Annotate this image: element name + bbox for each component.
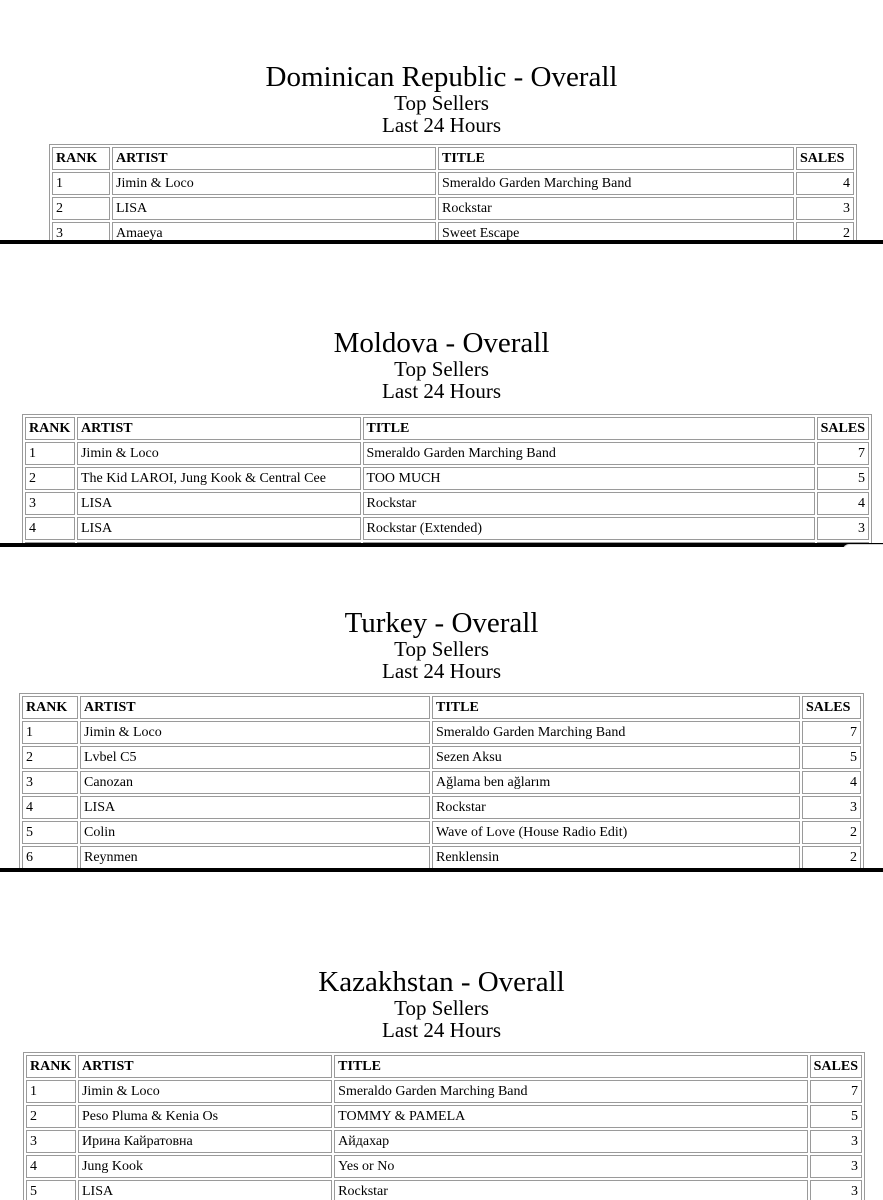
sales-cell: 5: [810, 1105, 862, 1128]
rank-cell: 1: [22, 721, 78, 744]
table-header-row: [25, 417, 869, 440]
title-cell: Айдахар: [334, 1130, 807, 1153]
chart-period: Last 24 Hours: [382, 113, 501, 138]
rank-cell: 3: [25, 492, 75, 515]
table-row: [52, 172, 854, 195]
rank-cell: 5: [22, 821, 78, 844]
rank-cell: 5: [26, 1180, 76, 1200]
sales-cell: 3: [817, 517, 869, 540]
sales-cell: 5: [817, 467, 869, 490]
rank-header: RANK: [52, 147, 110, 170]
title-cell: Ağlama ben ağlarım: [432, 771, 800, 794]
sales-cell: 7: [802, 721, 861, 744]
table-row: [26, 1155, 862, 1178]
rank-cell: 2: [52, 197, 110, 220]
rank-cell: 4: [22, 796, 78, 819]
title-header: TITLE: [363, 417, 815, 440]
artist-cell: LISA: [77, 517, 361, 540]
title-cell: Smeraldo Garden Marching Band: [334, 1080, 807, 1103]
table-header-row: [26, 1055, 862, 1078]
sales-table: [19, 693, 864, 868]
rank-header: RANK: [25, 417, 75, 440]
table-row: [25, 492, 869, 515]
title-cell: TOMMY & PAMELA: [334, 1105, 807, 1128]
rank-cell: 2: [26, 1105, 76, 1128]
artist-cell: Lvbel C5: [80, 746, 430, 769]
table-row: [26, 1080, 862, 1103]
table-row: [26, 1105, 862, 1128]
sales-table: [49, 144, 857, 240]
chart-title: Kazakhstan - Overall: [318, 966, 565, 998]
artist-cell: Colin: [80, 821, 430, 844]
artist-header: ARTIST: [78, 1055, 332, 1078]
sales-table: [23, 1052, 865, 1200]
title-cell: Renklensin: [432, 846, 800, 868]
artist-cell: The Kid LAROI, Jung Kook & Central Cee: [77, 467, 361, 490]
sales-header: SALES: [810, 1055, 862, 1078]
title-cell: Rockstar: [438, 197, 794, 220]
title-cell: Rockstar (Extended): [363, 517, 815, 540]
sales-header: SALES: [802, 696, 861, 719]
title-header: TITLE: [438, 147, 794, 170]
title-cell: Rockstar: [334, 1180, 807, 1200]
rank-header: RANK: [22, 696, 78, 719]
sales-cell: 4: [802, 771, 861, 794]
artist-cell: LISA: [77, 492, 361, 515]
chart-period: Last 24 Hours: [382, 1018, 501, 1043]
sales-cell: 2: [796, 222, 854, 240]
table-row: [22, 746, 861, 769]
table-row: [52, 222, 854, 240]
title-cell: TOO MUCH: [363, 467, 815, 490]
table-row: [22, 721, 861, 744]
table-row: [22, 771, 861, 794]
chart-subtitle: Top Sellers: [394, 357, 489, 382]
title-header: TITLE: [432, 696, 800, 719]
artist-header: ARTIST: [80, 696, 430, 719]
chart-panel-turkey: [0, 547, 883, 868]
artist-cell: LISA: [112, 197, 436, 220]
rank-cell: 4: [25, 517, 75, 540]
sales-cell: 4: [817, 492, 869, 515]
chart-subtitle: Top Sellers: [394, 637, 489, 662]
title-cell: Rockstar: [363, 492, 815, 515]
rank-cell: 1: [26, 1080, 76, 1103]
table-header-row: [52, 147, 854, 170]
table-row: [25, 442, 869, 465]
table-row: [26, 1130, 862, 1153]
rank-cell: 2: [25, 467, 75, 490]
rank-cell: 3: [52, 222, 110, 240]
sales-cell: 2: [802, 821, 861, 844]
artist-header: ARTIST: [112, 147, 436, 170]
artist-cell: Ирина Кайратовна: [78, 1130, 332, 1153]
table-row: [25, 517, 869, 540]
rank-cell: 1: [25, 442, 75, 465]
sales-cell: 5: [802, 746, 861, 769]
title-cell: Sezen Aksu: [432, 746, 800, 769]
table-row: [22, 846, 861, 868]
table-header-row: [22, 696, 861, 719]
artist-cell: Jung Kook: [78, 1155, 332, 1178]
table-row: [25, 467, 869, 490]
sales-cell: 3: [810, 1130, 862, 1153]
chart-title: Moldova - Overall: [333, 327, 550, 359]
rank-cell: 1: [52, 172, 110, 195]
artist-cell: Amaeya: [112, 222, 436, 240]
artist-cell: Jimin & Loco: [112, 172, 436, 195]
table-row: [26, 1180, 862, 1200]
chart-title: Turkey - Overall: [344, 607, 539, 639]
artist-cell: Canozan: [80, 771, 430, 794]
chart-panel-dominican-republic: [0, 0, 883, 240]
artist-header: ARTIST: [77, 417, 361, 440]
sales-cell: 4: [796, 172, 854, 195]
rank-cell: 3: [26, 1130, 76, 1153]
sales-cell: 3: [810, 1180, 862, 1200]
title-cell: Smeraldo Garden Marching Band: [432, 721, 800, 744]
chart-period: Last 24 Hours: [382, 659, 501, 684]
rank-cell: 4: [26, 1155, 76, 1178]
rank-header: RANK: [26, 1055, 76, 1078]
table-row: [52, 197, 854, 220]
title-cell: Smeraldo Garden Marching Band: [363, 442, 815, 465]
rank-cell: 6: [22, 846, 78, 868]
sales-cell: 7: [817, 442, 869, 465]
sales-header: SALES: [796, 147, 854, 170]
chart-subtitle: Top Sellers: [394, 996, 489, 1021]
title-cell: Smeraldo Garden Marching Band: [438, 172, 794, 195]
artist-cell: Reynmen: [80, 846, 430, 868]
title-cell: Yes or No: [334, 1155, 807, 1178]
artist-cell: LISA: [80, 796, 430, 819]
chart-title: Dominican Republic - Overall: [265, 61, 618, 93]
chart-period: Last 24 Hours: [382, 379, 501, 404]
chart-panel-kazakhstan: [0, 872, 883, 1200]
artist-cell: LISA: [78, 1180, 332, 1200]
sales-cell: 7: [810, 1080, 862, 1103]
title-cell: Wave of Love (House Radio Edit): [432, 821, 800, 844]
table-row: [22, 821, 861, 844]
chart-panel-moldova: [0, 244, 883, 544]
sales-cell: 3: [796, 197, 854, 220]
sales-cell: 2: [802, 846, 861, 868]
artist-cell: Jimin & Loco: [77, 442, 361, 465]
title-header: TITLE: [334, 1055, 807, 1078]
title-cell: Rockstar: [432, 796, 800, 819]
artist-cell: Jimin & Loco: [80, 721, 430, 744]
sales-table: [22, 414, 872, 544]
rank-cell: 2: [22, 746, 78, 769]
table-row: [22, 796, 861, 819]
title-cell: Sweet Escape: [438, 222, 794, 240]
chart-subtitle: Top Sellers: [394, 91, 489, 116]
rank-cell: 3: [22, 771, 78, 794]
artist-cell: Peso Pluma & Kenia Os: [78, 1105, 332, 1128]
sales-cell: 3: [810, 1155, 862, 1178]
artist-cell: Jimin & Loco: [78, 1080, 332, 1103]
sales-header: SALES: [817, 417, 869, 440]
sales-cell: 3: [802, 796, 861, 819]
